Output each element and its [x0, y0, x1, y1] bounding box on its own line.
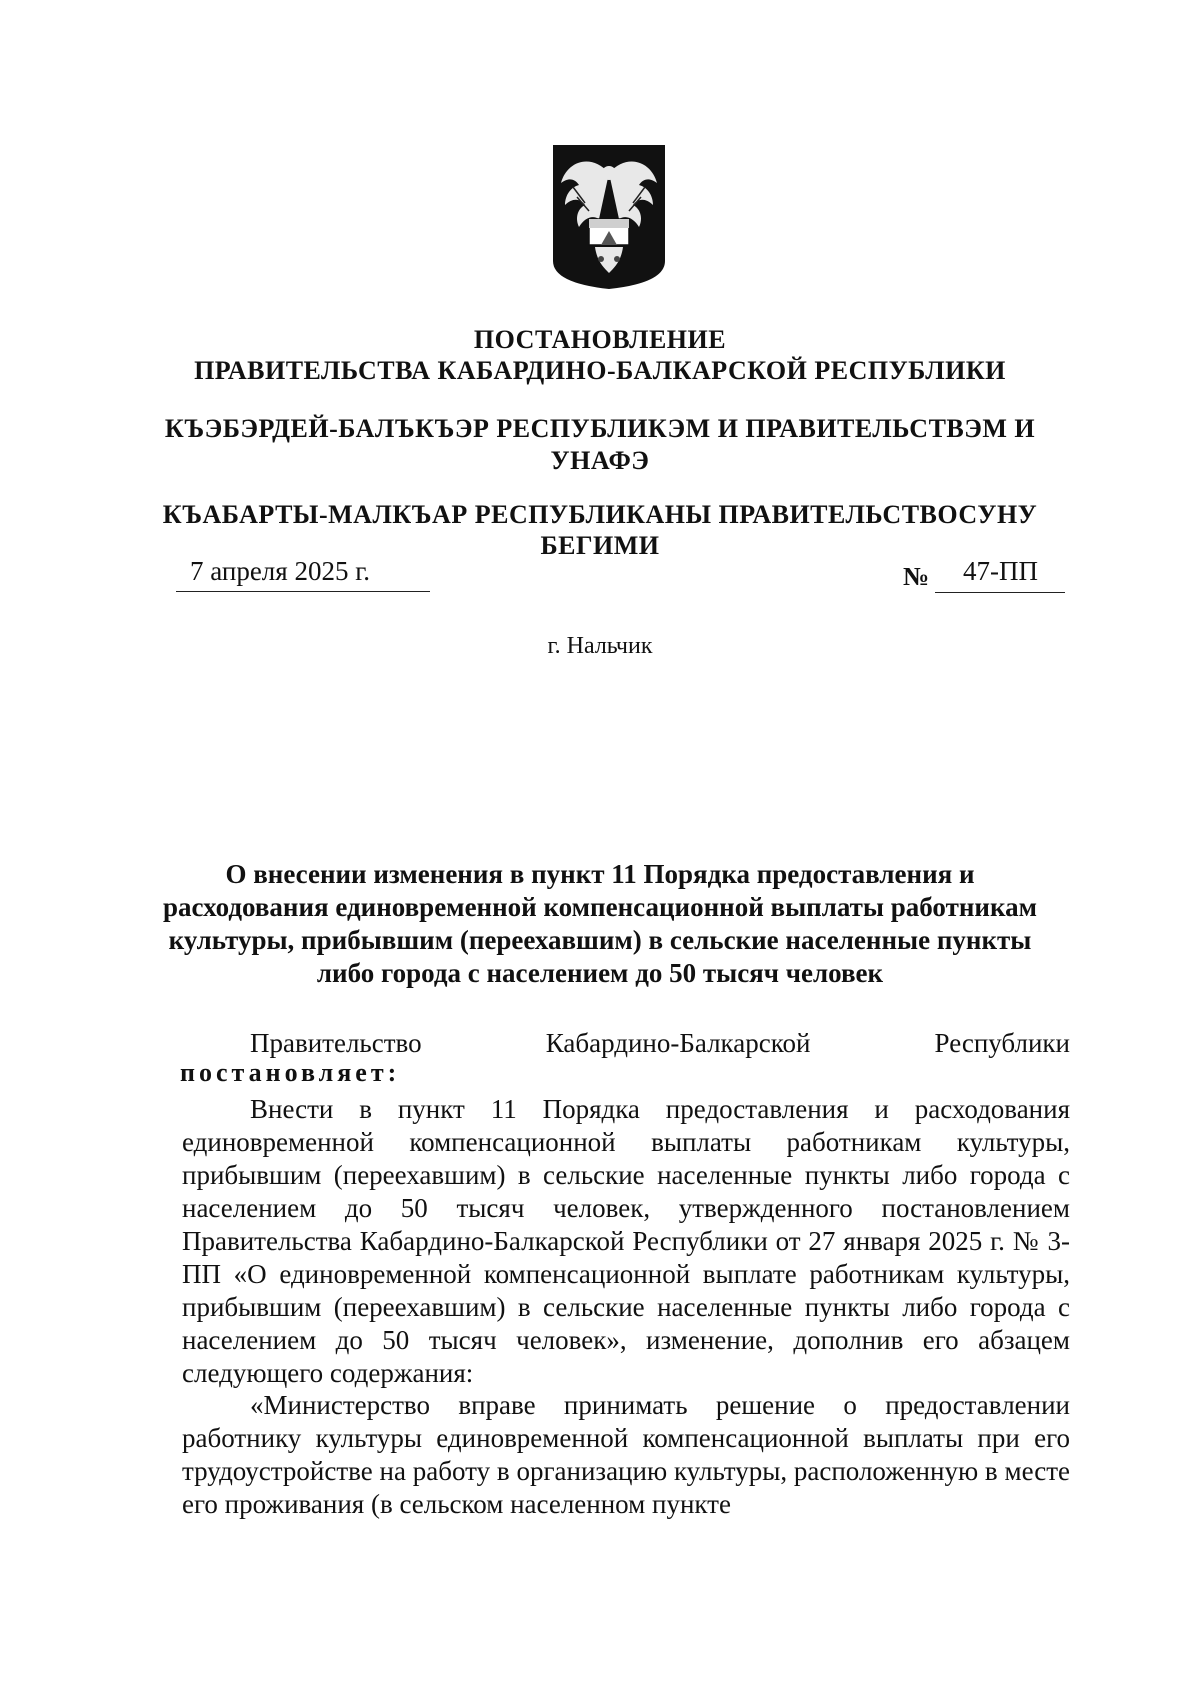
document-subject: О внесении изменения в пункт 11 Порядка предоставления и расходования единовременной компенсационной выплаты работникам культуры, прибывшим (переехавшим) в сельские населенные пункты либо города с населением до 50 тысяч человек [163, 859, 1037, 988]
kabardian-title-line1: КЪЭБЭРДЕЙ-БАЛЪКЪЭР РЕСПУБЛИКЭМ И ПРАВИТЕЛЬСТВЭМ И [164, 414, 1036, 443]
city: г. Нальчик [547, 633, 653, 659]
issuer-title: ПРАВИТЕЛЬСТВА КАБАРДИНО-БАЛКАРСКОЙ РЕСПУБЛИКИ [194, 356, 1006, 385]
document-type-title: ПОСТАНОВЛЕНИЕ [473, 325, 727, 354]
balkar-title-line2: БЕГИМИ [540, 531, 660, 560]
intro-word-republic: Республики [934, 1028, 1070, 1058]
decree-word: постановляет: [180, 1058, 401, 1087]
intro-word-government: Правительство [250, 1028, 422, 1058]
document-date: 7 апреля 2025 г. [176, 556, 430, 592]
intro-line [250, 1028, 1070, 1059]
number-sign: № [903, 562, 930, 591]
body-paragraph-2: «Министерство вправе принимать решение о предоставлении работнику культуры единовременной компенсационной выплаты при его трудоустройстве на работу в организацию культуры, расположенную в месте его проживания (в сельском населенном пункте [182, 1390, 1070, 1519]
balkar-title-line1: КЪАБАРТЫ-МАЛКЪАР РЕСПУБЛИКАНЫ ПРАВИТЕЛЬСТВОСУНУ [162, 500, 1038, 529]
coat-of-arms-icon [551, 143, 667, 291]
document-number: 47-ПП [935, 556, 1065, 593]
body-paragraph-1: Внести в пункт 11 Порядка предоставления и расходования единовременной компенсационной выплаты работникам культуры, прибывшим (переехавшим) в сельские населенные пункты либо города с населением до 50 тысяч человек, утвержденного постановлением Правительства Кабардино-Балкарской Республики от 27 января 2025 г. № 3-ПП «О единовременной компенсационной выплате работникам культуры, прибывшим (переехавшим) в сельские населенные пункты либо города с населением до 50 тысяч человек», изменение, дополнив его абзацем следующего содержания: [182, 1094, 1070, 1388]
kabardian-title-line2: УНАФЭ [550, 446, 650, 475]
intro-word-kbr: Кабардино-Балкарской [545, 1028, 811, 1058]
